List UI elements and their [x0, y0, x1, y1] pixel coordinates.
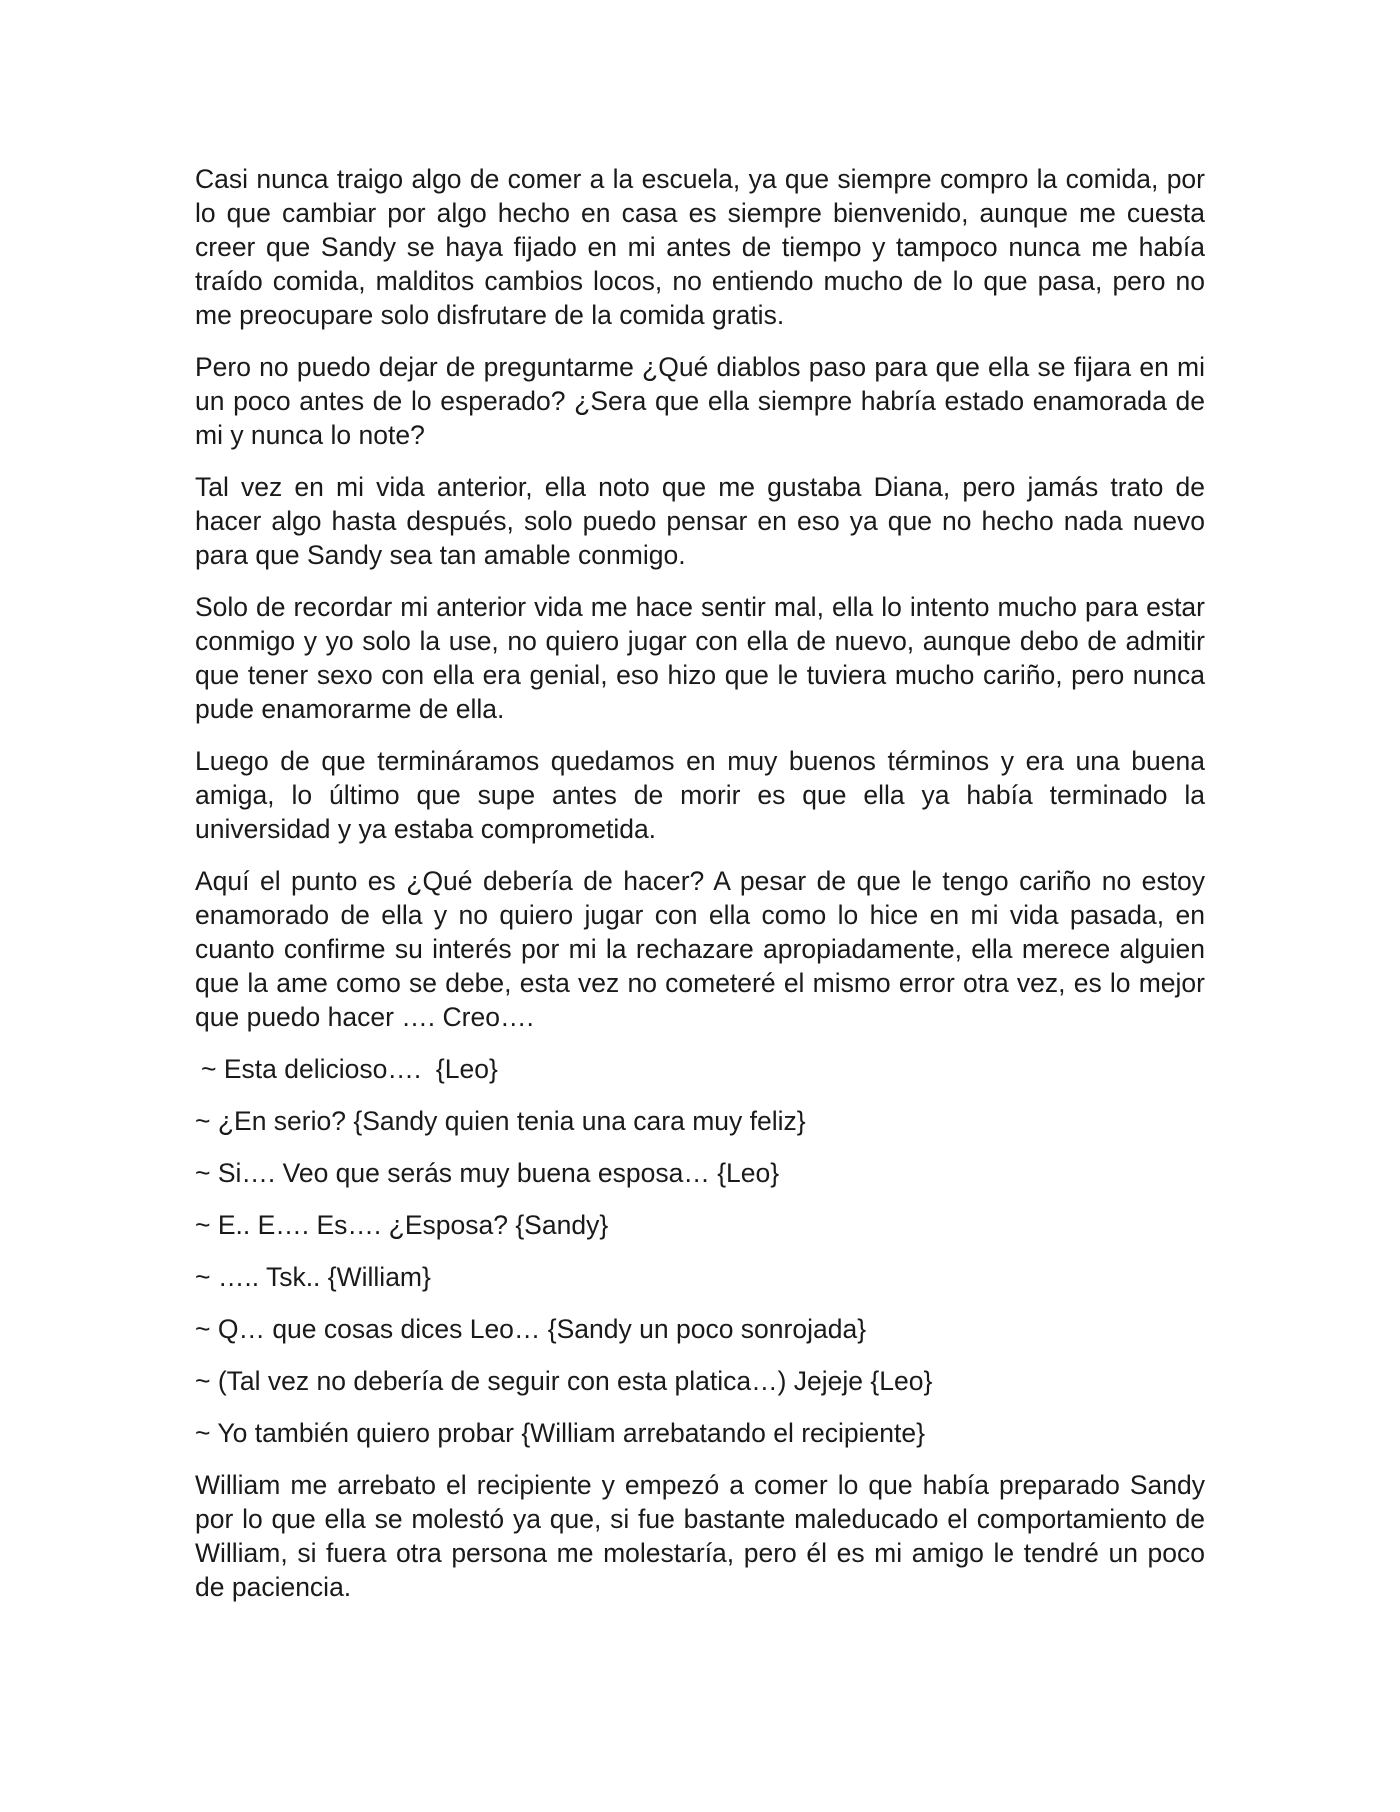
dialogue-line: ~ ….. Tsk.. {William} [195, 1262, 431, 1292]
dialogue-line: ~ (Tal vez no debería de seguir con esta platica…) Jejeje {Leo} [195, 1366, 933, 1396]
dialogue-line: ~ ¿En serio? {Sandy quien tenia una cara muy feliz} [195, 1106, 806, 1136]
paragraph: Luego de que termináramos quedamos en muy buenos términos y era una buena amiga, lo último que supe antes de morir es que ella ya había terminado la universidad y ya estaba comprometida. [195, 746, 1205, 844]
dialogue-line: ~ Yo también quiero probar {William arrebatando el recipiente} [195, 1418, 925, 1448]
dialogue-line: ~ Q… que cosas dices Leo… {Sandy un poco sonrojada} [195, 1314, 867, 1344]
paragraph: Pero no puedo dejar de preguntarme ¿Qué diablos paso para que ella se fijara en mi un poco antes de lo esperado? ¿Sera que ella siempre habría estado enamorada de mi y nunca lo note? [195, 352, 1205, 450]
paragraph: Aquí el punto es ¿Qué debería de hacer? A pesar de que le tengo cariño no estoy enamorado de ella y no quiero jugar con ella como lo hice en mi vida pasada, en cuanto confirme su interés por mi la rechazare apropiadamente, ella merece alguien que la ame como se debe, esta vez no cometeré el mismo error otra vez, es lo mejor que puedo hacer …. Creo…. [195, 866, 1205, 1032]
dialogue-line: ~ Si…. Veo que serás muy buena esposa… {Leo} [195, 1158, 780, 1188]
document-page [195, 162, 1205, 1622]
paragraph: William me arrebato el recipiente y empezó a comer lo que había preparado Sandy por lo que ella se molestó ya que, si fue bastante maleducado el comportamiento de William, si fuera otra persona me molestaría, pero él es mi amigo le tendré un poco de paciencia. [195, 1470, 1205, 1602]
dialogue-line: ~ Esta delicioso…. {Leo} [201, 1054, 498, 1084]
paragraph: Solo de recordar mi anterior vida me hace sentir mal, ella lo intento mucho para estar conmigo y yo solo la use, no quiero jugar con ella de nuevo, aunque debo de admitir que tener sexo con ella era genial, eso hizo que le tuviera mucho cariño, pero nunca pude enamorarme de ella. [195, 592, 1205, 724]
paragraph: Casi nunca traigo algo de comer a la escuela, ya que siempre compro la comida, por lo que cambiar por algo hecho en casa es siempre bienvenido, aunque me cuesta creer que Sandy se haya fijado en mi antes de tiempo y tampoco nunca me había traído comida, malditos cambios locos, no entiendo mucho de lo que pasa, pero no me preocupare solo disfrutare de la comida gratis. [195, 164, 1205, 330]
paragraph: Tal vez en mi vida anterior, ella noto que me gustaba Diana, pero jamás trato de hacer algo hasta después, solo puedo pensar en eso ya que no hecho nada nuevo para que Sandy sea tan amable conmigo. [195, 472, 1205, 570]
dialogue-line: ~ E.. E…. Es…. ¿Esposa? {Sandy} [195, 1210, 609, 1240]
